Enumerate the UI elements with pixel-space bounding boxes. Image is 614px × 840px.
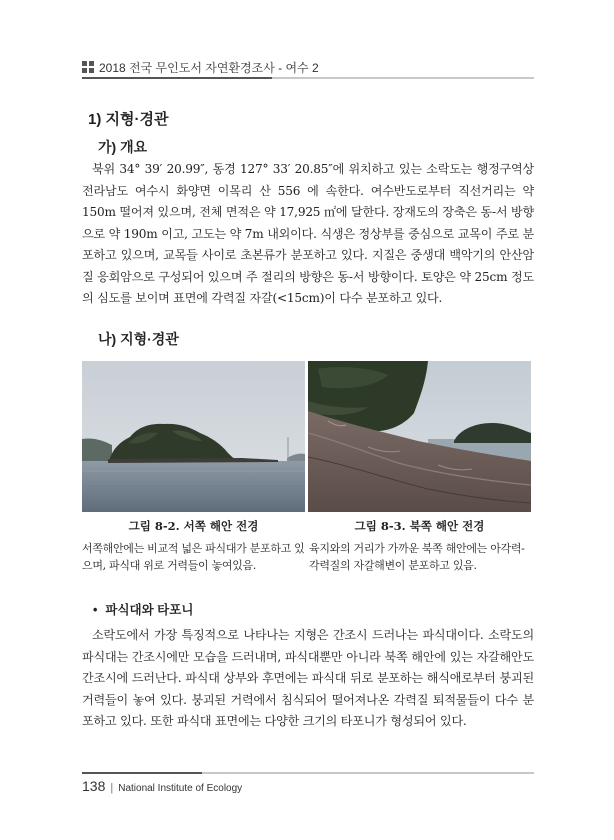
footer-separator: | — [110, 782, 114, 794]
wave-cut-platform-paragraph: 소락도에서 가장 특징적으로 나타나는 지형은 간조시 드러나는 파식대이다. 소락도의 파식대는 간조시에만 모습을 드러내며, 파식대뿐만 아니라 북쪽 해안에 있는 자갈해안도 간조시에 드러난다. 파식대 상부와 후면에는 파식대 뒤로 분포하는 해식애로부터 붕괴된 거력들이 놓여 있다. 붕괴된 거력에서 침식되어 떨어져나온 각력질 퇴적물들이 다수 분포하고 있다. 또한 파식대 표면에는 다양한 크기의 타포니가 형성되어 있다. — [82, 628, 534, 728]
figure-caption-west: 그림 8-2. 서쪽 해안 전경 — [128, 519, 259, 533]
figure-description-west: 서쪽해안에는 비교적 넓은 파식대가 분포하고 있으며, 파식대 위로 거력들이 놓여있음. — [82, 542, 305, 572]
header-title: 2018 전국 무인도서 자연환경조사 - 여수 2 — [99, 60, 319, 75]
footer-divider — [82, 772, 534, 774]
header-dots-icon — [82, 61, 94, 73]
overview-paragraph: 북위 34° 39′ 20.99″, 동경 127° 33′ 20.85″에 위치하고 있는 소락도는 행정구역상 전라남도 여수시 화양면 이목리 산 556 에 속한다. 여수반도로부터 직선거리는 약 150m 떨어져 있으며, 전체 면적은 약 17,925 ㎡에 달한다. 장재도의 장축은 동-서 방향으로 약 190m 이고, 고도는 약 7m 내외이다. 식생은 정상부를 중심으로 교목이 주로 분포하고 있으며, 교목들 사이로 초본류가 분포하고 있다. 지질은 중생대 백악기의 안산암질 응회암으로 구성되어 있으며 주 절리의 방향은 동-서 방향이다. 토양은 약 25cm 정도의 심도를 보이며 표면에 각력질 자갈(<15cm)이 다수 분포하고 있다. — [82, 162, 534, 305]
bullet-heading — [93, 600, 193, 618]
section-title: 1) 지형·경관 — [88, 111, 169, 128]
figure-description-north: 육지와의 거리가 가까운 북쪽 해안에는 아각력-각력질의 자갈해변이 분포하고 있음. — [309, 542, 525, 572]
north-coast-photo — [308, 361, 531, 512]
figure-caption-north: 그림 8-3. 북쪽 해안 전경 — [354, 519, 485, 533]
subsection-title-landscape: 나) 지형·경관 — [98, 331, 179, 347]
bullet-heading-text: 파식대와 타포니 — [105, 603, 194, 617]
west-coast-photo — [82, 361, 305, 512]
page-number: 138 — [82, 778, 106, 794]
header-divider — [82, 77, 534, 79]
subsection-title-overview: 가) 개요 — [98, 139, 148, 155]
footer-organization: National Institute of Ecology — [118, 783, 243, 794]
page-footer — [82, 778, 242, 794]
running-header — [82, 55, 534, 79]
bullet-marker: • — [93, 603, 98, 617]
